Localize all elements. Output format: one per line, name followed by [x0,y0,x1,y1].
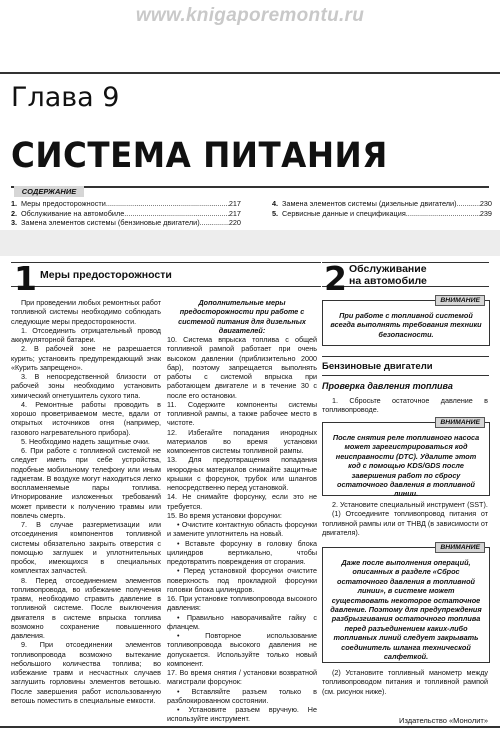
warning-box [322,419,490,499]
subsection-rule [322,356,489,357]
paragraph: 2. Установите специальный инструмент (SST). [332,500,488,509]
paragraph: (1) Отсоедините топливопровод питания от топливной рампы или от ТНВД (в зависимости от двигателя). [322,509,488,537]
warning-box [322,297,490,346]
chapter-label: Глава 9 [11,82,120,113]
paragraph: 7. В случае разгерметизации или отсоединения компонентов топливной системы обязательно закрыть отверстия с помощью заглушек и уплотнительных пробок, имеющихся в специальных комплектах запчастей. [11,520,161,576]
paragraph: 6. При работе с топливной системой не следует иметь при себе устройства, подобные мобильному телефону или иным гаджетам. В воздухе могут находиться легко воспламеняемые пары топлива. Игнорирование изложенных требований может привести к получению травмы или повлечь смерть. [11,446,161,520]
warning-text: После снятия реле топливного насоса может зарегистрироваться код неисправности (DTC). Удалите этот код с помощью KDS/GDS после завершения работ по сбросу остаточного давления в топливной линии. [332,433,480,499]
bullet-item: • Вставляйте разъем только в разблокированном состоянии. [167,686,317,705]
paragraph: 15. Во время установки форсунки: [167,510,282,520]
paragraph: При проведении любых ремонтных работ топливной системы необходимо соблюдать следующие меры предосторожности. [11,298,161,326]
warning-text: Даже после выполнения операций, описанных в разделе «Сброс остаточного давления в топливной линии», в системе может существовать некоторое остаточное давление. Поэтому для предупреждения разбрызгивания остаточного топлива перед разъединением каких-либо топливных линий следует закрывать соединитель шланга технической салфеткой. [330,558,482,662]
paragraph: 13. Для предотвращения попадания инородных материалов снимайте защитные крышки с форсунок, трубок или шлангов непосредственно перед установкой. [167,455,317,492]
warning-text: При работе с топливной системой всегда выполнять требования техники безопасности. [330,311,482,339]
toc-item[interactable]: 1. Меры предосторожности ..... 217 [11,199,241,209]
bullet-item: • Очистите контактную область форсунки и замените уплотнитель на новый. [167,520,317,539]
paragraph: 10. Система впрыска топлива с общей топливной рампой работает при очень высоком давлении (приблизительно 2000 бар), поэтому запрещается выполнять работы с системой впрыска при работающем двигателе и в течение 30 с после его остановки. [167,335,317,400]
subsection-title: Бензиновые двигатели [322,361,433,372]
column-2 [167,298,317,724]
watermark: www.knigaporemontu.ru [135,5,365,26]
publisher-footer: Издательство «Монолит» [399,716,488,725]
bullet-item: • Повторное использование топливопровода высокого давления не допускается. Используйте только новый компонент. [167,631,317,668]
section-title: Обслуживание на автомобиле [349,263,427,287]
paragraph: 3. В непосредственной близости от рабочей зоны необходимо установить химический огнетушитель сухого типа. [11,372,161,400]
toc-item[interactable]: 2. Обслуживание на автомобиле ..... 217 [11,209,241,219]
warning-label: ВНИМАНИЕ [435,295,485,306]
column-3a [322,396,488,415]
paragraph: 2. В рабочей зоне не разрешается курить; установить предупреждающий знак «Курить запрещено». [11,344,161,372]
warning-box [322,544,490,663]
page-title: СИСТЕМА ПИТАНИЯ [11,136,388,176]
paragraph: 5. Необходимо надеть защитные очки. [21,436,150,446]
section-title: Меры предосторожности [40,269,172,281]
subsection-rule [322,375,489,376]
section-number: 1 [14,259,37,298]
bullet-item: • Установите разъем вручную. Не используйте инструмент. [167,705,317,724]
section-rule [11,262,321,263]
paragraph: 11. Содержите компоненты системы топливной рампы, а также рабочее место в чистоте. [167,399,317,428]
paragraph: 4. Ремонтные работы проводить в хорошо проветриваемом месте, вдали от открытых источников огня (например, газового нагревательного прибора). [11,399,161,437]
toc-left [11,199,241,228]
paragraph: 9. При отсоединении элементов топливопровода возможно вытекание небольшого количества топлива; во избежание травм и несчастных случаев заглушить горловины элементов ветошью. После завершения работ использованную ветошь поместить в специальные емкости. [11,640,161,705]
separator-band [0,230,500,256]
section-rule [11,286,321,287]
paragraph: 1. Сбросьте остаточное давление в топливопроводе. [322,396,488,415]
paragraph: 1. Отсоединить отрицательный провод аккумуляторной батареи. [11,325,161,344]
paragraph: 14. Не снимайте форсунку, если это не требуется. [167,492,317,511]
top-rule [0,72,500,74]
paragraph: 16. При установке топливопровода высокого давления: [167,594,317,613]
footer-rule [0,726,500,728]
paragraph: 12. Избегайте попадания инородных материалов во время установки компонентов системы топливной рампы. [167,427,317,455]
column-1 [11,298,161,705]
contents-label: СОДЕРЖАНИЕ [14,186,84,197]
column-3b [322,500,488,537]
section-number: 2 [324,259,347,298]
paragraph: 8. Перед отсоединением элементов топливопровода, во избежание получения травм, необходимо стравить давление в топливной системе. После выключения двигателя в системе впрыска топлива возможно сохранение повышенного давления. [11,575,161,640]
bullet-item: • Перед установкой форсунки очистите поверхность под прокладкой форсунки головки блока цилиндров. [167,566,317,594]
toc-item[interactable]: 4. Замена элементов системы (дизельные двигатели) ..... 230 [272,199,492,209]
warning-label: ВНИМАНИЕ [435,542,485,553]
column-3c [322,668,488,696]
toc-item[interactable]: 5. Сервисные данные и спецификация ..... 239 [272,209,492,219]
subheading: Дополнительные меры предосторожности при работе с системой питания для дизельных двигателей: [178,298,306,335]
bullet-item: • Правильно наворачивайте гайку с фланцем. [167,612,317,631]
paragraph: 17. Во время снятия / установки возвратной магистрали форсунок: [167,668,317,687]
warning-label: ВНИМАНИЕ [435,417,485,428]
paragraph: (2) Установите топливный манометр между топливопроводом питания и топливной рампой (см. рисунок ниже). [322,668,488,696]
bullet-item: • Вставьте форсунку в головку блока цилиндров вертикально, чтобы предотвратить повреждения от сгорания. [167,538,317,566]
subsection-heading: Проверка давления топлива [322,381,453,391]
toc-item[interactable]: 3. Замена элементов системы (бензиновые двигатели) ..... 220 [11,218,241,228]
toc-right [272,199,492,218]
